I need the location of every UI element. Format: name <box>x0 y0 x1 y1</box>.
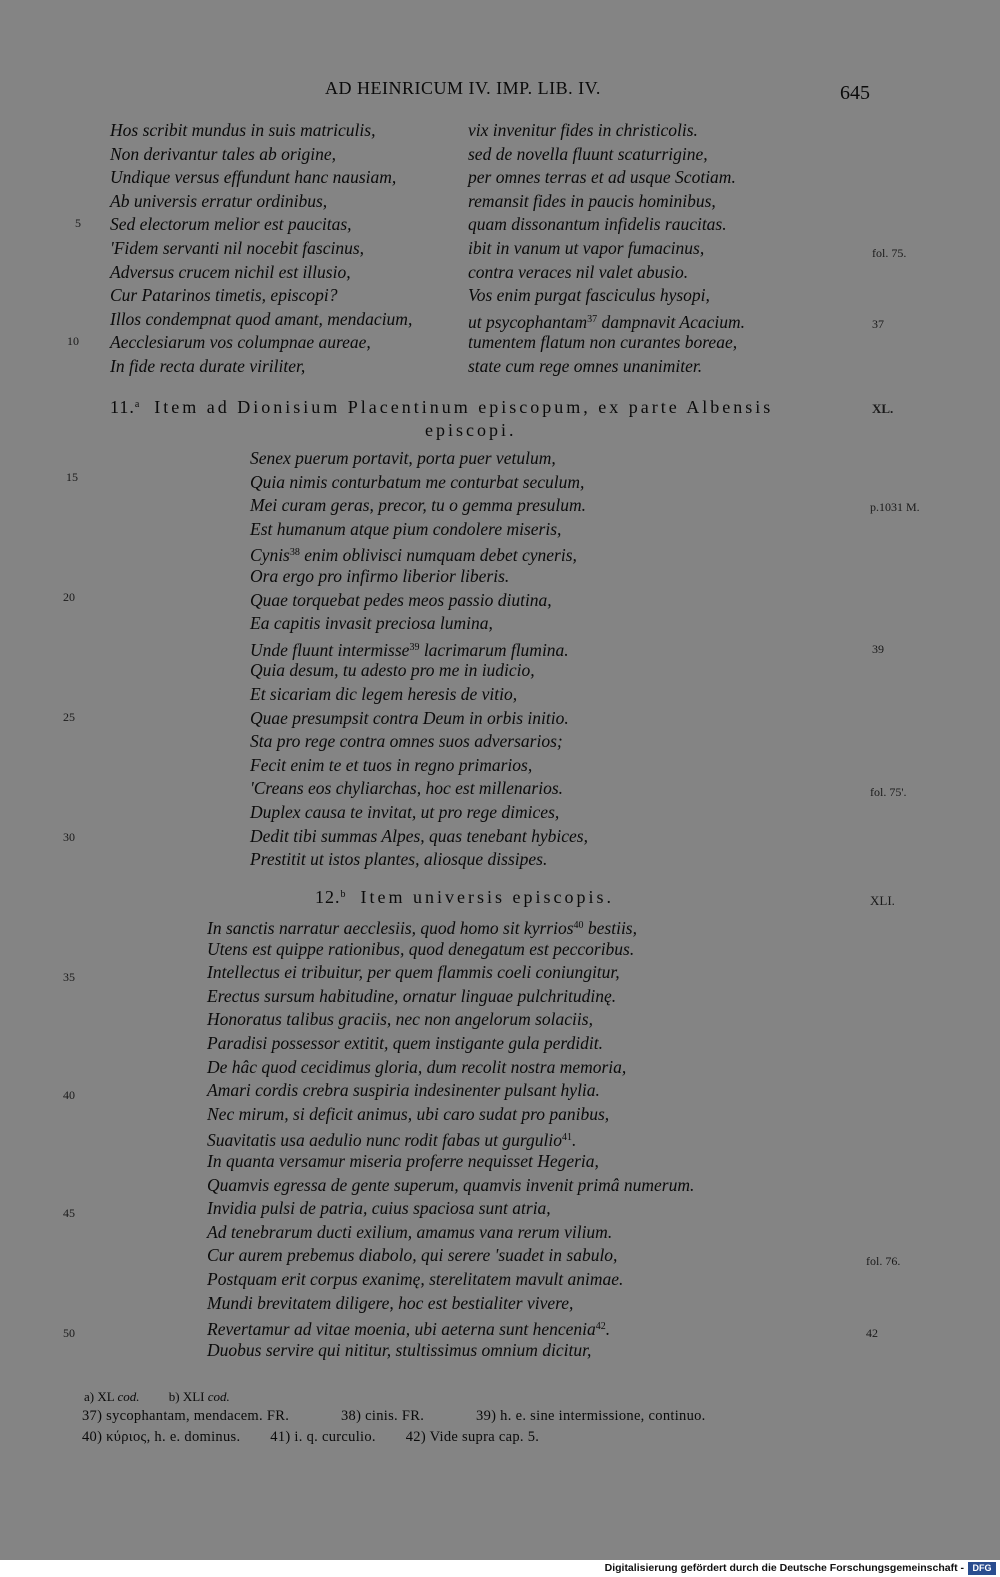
verse-line: Quae presumpsit contra Deum in orbis initio. <box>250 707 569 728</box>
verse-line: Cynis$^{38}$ enim oblivisci numquam debet cyneris, <box>250 545 577 566</box>
section-heading-11: 11.$^a$ Item ad Dionisium Placentinum episcopum, ex parte Albensis <box>110 397 774 417</box>
margin-note: fol. 75. <box>872 246 907 260</box>
footnote-42: 42) Vide supra cap. 5. <box>405 1429 540 1445</box>
verse-line: Hos scribit mundus in suis matriculis, vix invenitur fides in christicolis. <box>110 120 698 140</box>
variant-mark: b <box>340 889 346 900</box>
verse-line: Aecclesiarum vos columpnae aureae, tumentem flatum non curantes boreae, <box>110 332 738 353</box>
poem-block-2 <box>250 447 850 872</box>
verse-line: In sanctis narratur aecclesiis, quod homo sit kyrrios$^{40}$ bestiis, <box>207 918 637 938</box>
verse-line: Cur Patarinos timetis, episcopi? Vos enim purgat fasciculus hysopi, <box>110 285 710 306</box>
margin-note: 42 <box>866 1326 878 1340</box>
verse-line: Postquam erit corpus exanimę, sterelitatem mavult animae. <box>207 1268 624 1289</box>
verse-line: Amari cordis crebra suspiria indesinenter pulsant hylia. <box>207 1080 600 1101</box>
verse-line: Quia nimis conturbatum me conturbat seculum, <box>250 471 585 492</box>
footnote-row-1 <box>82 1408 706 1425</box>
verse-line: Suavitatis usa aedulio nunc rodit fabas ut gurgulio$^{41}$. <box>207 1130 577 1151</box>
verse-line: Quia desum, tu adesto pro me in iudicio, <box>250 660 535 681</box>
verse-line: Quamvis egressa de gente superum, quamvis invenit primâ numerum. <box>207 1174 695 1195</box>
section-heading-12: 12.$^b$ Item universis episcopis. <box>315 887 614 907</box>
verse-line: In quanta versamur miseria proferre nequisset Hegeria, <box>207 1150 599 1171</box>
verse-line: De hâc quod cecidimus gloria, dum recolit nostra memoria, <box>207 1056 627 1077</box>
verse-line: Est humanum atque pium condolere miseris, <box>250 518 562 539</box>
verse-line: Mundi brevitatem diligere, hoc est bestialiter vivere, <box>207 1292 574 1313</box>
footnote-38: 38) cinis. FR. <box>341 1408 425 1424</box>
verse-line: Sed electorum melior est paucitas, quam dissonantum infidelis raucitas. <box>110 214 727 235</box>
footnote-row-2 <box>82 1429 539 1446</box>
verse-line: Sta pro rege contra omnes suos adversarios; <box>250 731 563 752</box>
verse-line: Erectus sursum habitudine, ornatur linguae pulchritudinę. <box>207 985 617 1006</box>
dfg-logo: DFG <box>968 1562 996 1575</box>
verse-line: Duplex causa te invitat, ut pro rege dimices, <box>250 801 560 822</box>
verse-line: Fecit enim te et tuos in regno primarios, <box>250 754 533 775</box>
verse-line: Utens est quippe rationibus, quod denegatum est peccoribus. <box>207 938 635 959</box>
line-number: 40 <box>63 1088 75 1102</box>
line-number: 5 <box>75 216 81 230</box>
variant-mark: a <box>134 399 140 410</box>
verse-line: Intellectus ei tribuitur, per quem flammis coeli coniungitur, <box>207 962 620 983</box>
poem-block-1 <box>110 119 810 379</box>
footnote-ref: 42 <box>595 1321 606 1333</box>
verse-line: Unde fluunt intermisse$^{39}$ lacrimarum flumina. <box>250 639 569 660</box>
verse-line: Mei curam geras, precor, tu o gemma presulum. <box>250 495 587 516</box>
verse-line: Nec mirum, si deficit animus, ubi caro sudat pro panibus, <box>207 1103 610 1124</box>
verse-line: Prestitit ut istos plantes, aliosque dissipes. <box>250 849 548 870</box>
verse-line: Et sicariam dic legem heresis de vitio, <box>250 683 518 704</box>
verse-line: Cur aurem prebemus diabolo, qui serere 'suadet in sabulo, <box>207 1245 618 1266</box>
margin-note: 39 <box>872 642 884 656</box>
variant-readings: a) XL cod. b) XLI cod. <box>84 1389 230 1404</box>
line-number: 30 <box>63 830 75 844</box>
line-number: 45 <box>63 1206 75 1220</box>
running-title: AD HEINRICUM IV. IMP. LIB. IV. <box>325 78 601 98</box>
footnote-ref: 41 <box>562 1132 573 1144</box>
verse-line: Duobus servire qui nititur, stultissimus omnium dicitur, <box>207 1339 592 1360</box>
margin-note: p.1031 M. <box>870 500 920 514</box>
verse-line: Non derivantur tales ab origine, sed de novella fluunt scaturrigine, <box>110 143 708 164</box>
verse-line: Illos condempnat quod amant, mendacium, ut psycophantam$^{37}$ dampnavit Acacium. <box>110 308 746 332</box>
verse-line: Undique versus effundunt hanc nausiam, per omnes terras et ad usque Scotiam. <box>110 167 736 188</box>
margin-note: 37 <box>872 317 884 331</box>
footnote-40: 40) κύριος, h. e. dominus. <box>82 1429 241 1445</box>
letter-number-label: XLI. <box>870 893 895 908</box>
verse-line: Ea capitis invasit preciosa lumina, <box>250 613 493 634</box>
verse-line: Senex puerum portavit, porta puer vetulum, <box>250 448 556 468</box>
footnote-ref: 40 <box>573 920 584 931</box>
footnote-ref: 38 <box>289 547 300 559</box>
verse-line: Ora ergo pro infirmo liberior liberis. <box>250 565 510 586</box>
margin-note: fol. 75'. <box>870 785 907 799</box>
verse-line: 'Creans eos chyliarchas, hoc est millenarios. <box>250 778 564 799</box>
verse-line: Dedit tibi summas Alpes, quas tenebant hybices, <box>250 825 588 846</box>
funding-credit: Digitalisierung gefördert durch die Deutsche Forschungsgemeinschaft - <box>604 1562 964 1574</box>
footnote-39: 39) h. e. sine intermissione, continuo. <box>476 1408 706 1424</box>
footnote-ref: 37 <box>587 313 598 325</box>
verse-line: Invidia pulsi de patria, cuius spaciosa sunt atria, <box>207 1198 551 1219</box>
verse-line: Ad tenebrarum ducti exilium, amamus vana rerum vilium. <box>207 1221 613 1242</box>
footnote-ref: 39 <box>409 641 420 653</box>
letter-number-label: XL. <box>872 401 894 416</box>
verse-line: Revertamur ad vitae moenia, ubi aeterna sunt hencenia$^{42}$. <box>207 1319 611 1340</box>
line-number: 10 <box>67 334 79 348</box>
line-number: 50 <box>63 1326 75 1340</box>
line-number: 20 <box>63 590 75 604</box>
footnote-37: 37) sycophantam, mendacem. FR. <box>82 1408 290 1424</box>
verse-line: 'Fidem servanti nil nocebit fascinus, ibit in vanum ut vapor fumacinus, <box>110 237 705 258</box>
poem-block-3 <box>207 914 847 1362</box>
footnote-41: 41) i. q. curculio. <box>270 1429 376 1445</box>
line-number: 25 <box>63 710 75 724</box>
verse-line: Honoratus talibus graciis, nec non angelorum solaciis, <box>207 1009 593 1030</box>
verse-line: Adversus crucem nichil est illusio, contra veraces nil valet abusio. <box>110 261 689 282</box>
page-number: 645 <box>840 82 870 104</box>
line-number: 35 <box>63 970 75 984</box>
line-number: 15 <box>66 470 78 484</box>
verse-line: Ab universis erratur ordinibus, remansit fides in paucis hominibus, <box>110 190 716 211</box>
margin-note: fol. 76. <box>866 1254 901 1268</box>
section-heading-11-cont: episcopi. <box>425 420 517 440</box>
verse-line: Quae torquebat pedes meos passio diutina, <box>250 589 552 610</box>
verse-line: Paradisi possessor extitit, quem instigante gula perdidit. <box>207 1032 604 1053</box>
verse-line: In fide recta durate viriliter, state cum rege omnes unanimiter. <box>110 355 703 376</box>
